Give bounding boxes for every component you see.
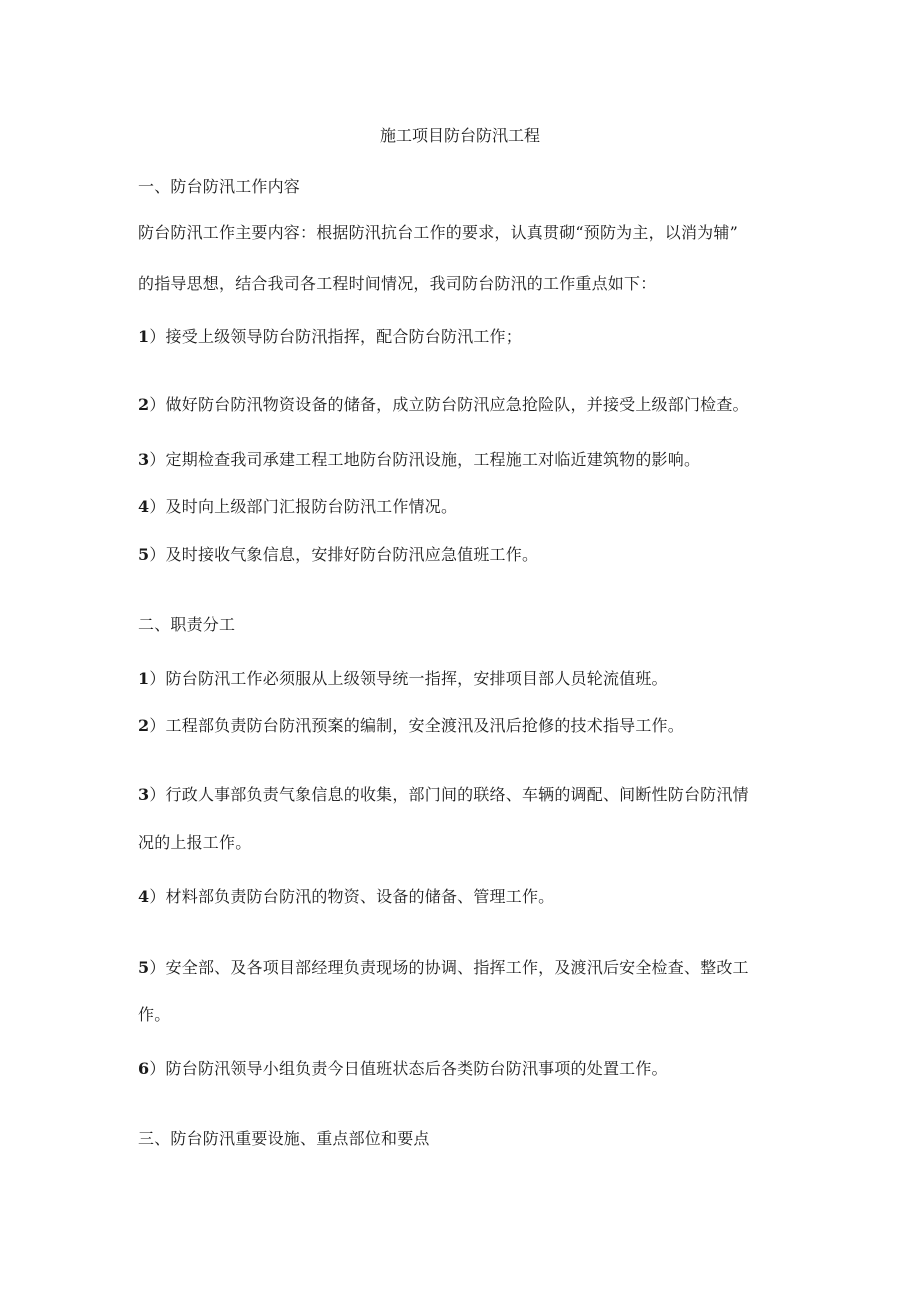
item-number: 5 [138, 545, 150, 564]
item-number: 5 [138, 958, 150, 977]
section-1-item [138, 495, 808, 519]
section-1-item [138, 325, 808, 349]
item-number: 2 [138, 716, 150, 735]
item-text: ）防台防汛工作必须服从上级领导统一指挥，安排项目部人员轮流值班。 [149, 669, 668, 688]
item-text: ）防台防汛领导小组负责今日值班状态后各类防台防汛事项的处置工作。 [149, 1059, 668, 1078]
section-1-intro-line-1: 防台防汛工作主要内容：根据防汛抗台工作的要求，认真贯砌“预防为主，以消为辅” [138, 223, 738, 242]
section-1-heading: 一、防台防汛工作内容 [138, 177, 301, 196]
section-1-item [138, 543, 808, 567]
section-2-item [138, 885, 808, 909]
item-text: ）定期检查我司承建工程工地防台防汛设施，工程施工对临近建筑物的影响。 [149, 450, 701, 469]
item-number: 3 [138, 450, 150, 469]
section-1-item [138, 448, 808, 472]
section-2-item [138, 714, 808, 738]
section-2-item [138, 667, 808, 691]
item-text: ）工程部负责防台防汛预案的编制，安全渡汛及汛后抢修的技术指导工作。 [149, 716, 684, 735]
section-2-heading: 二、职责分工 [138, 615, 236, 634]
section-2-item [138, 1057, 808, 1081]
item-number: 4 [138, 497, 150, 516]
item-number: 6 [138, 1059, 150, 1078]
item-text: ）行政人事部负责气象信息的收集，部门间的联络、车辆的调配、间断性防台防汛情 [149, 785, 749, 804]
section-3-heading: 三、防台防汛重要设施、重点部位和要点 [138, 1129, 430, 1148]
item-number: 1 [138, 327, 150, 346]
item-number: 4 [138, 887, 150, 906]
document-title: 施工项目防台防汛工程 [379, 126, 540, 145]
item-text: ）及时向上级部门汇报防台防汛工作情况。 [149, 497, 458, 516]
item-text: ）做好防台防汛物资设备的储备，成立防台防汛应急抢险队，并接受上级部门检查。 [149, 395, 749, 414]
section-2-item [138, 956, 808, 980]
item-number: 1 [138, 669, 150, 688]
section-1-item [138, 393, 808, 417]
item-text: ）材料部负责防台防汛的物资、设备的储备、管理工作。 [149, 887, 555, 906]
item-number: 3 [138, 785, 150, 804]
item-text: ）接受上级领导防台防汛指挥，配合防台防汛工作； [149, 327, 522, 346]
section-2-item-continuation: 作。 [138, 1005, 171, 1024]
section-2-item [138, 783, 808, 807]
item-text: ）安全部、及各项目部经理负责现场的协调、指挥工作，及渡汛后安全检查、整改工 [149, 958, 749, 977]
section-1-intro-line-2: 的指导思想，结合我司各工程时间情况，我司防台防汛的工作重点如下： [138, 274, 657, 293]
section-2-item-continuation: 况的上报工作。 [138, 833, 252, 852]
item-number: 2 [138, 395, 150, 414]
item-text: ）及时接收气象信息，安排好防台防汛应急值班工作。 [149, 545, 539, 564]
